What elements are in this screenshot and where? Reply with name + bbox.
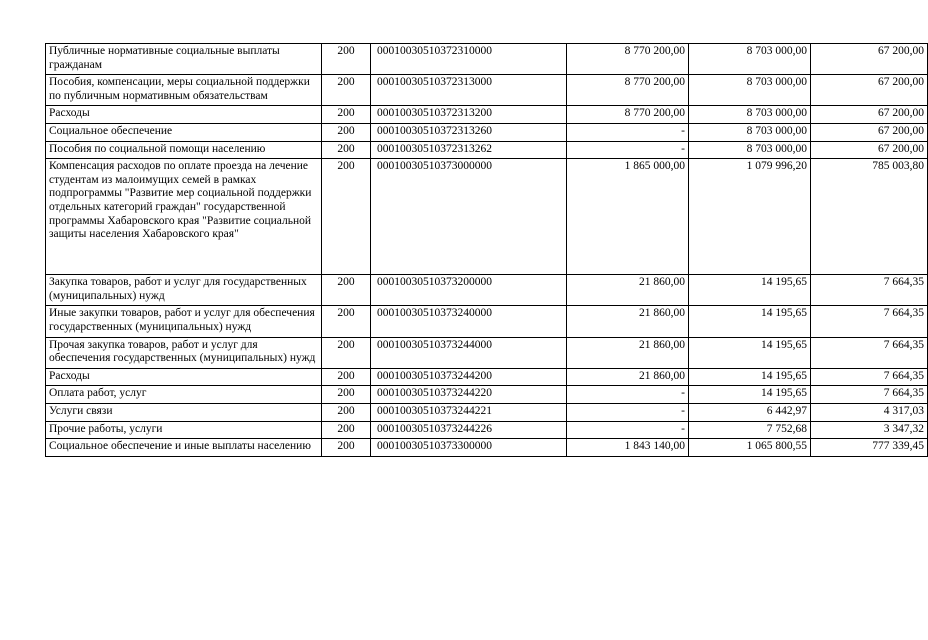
table-row <box>46 306 928 337</box>
row-classification-code-cell: 00010030510373244220 <box>371 386 567 404</box>
row-planned-amount-cell: - <box>567 141 689 159</box>
table-row <box>46 386 928 404</box>
row-classification-code-cell: 00010030510373000000 <box>371 159 567 275</box>
row-remaining-amount-cell: 785 003,80 <box>811 159 928 275</box>
row-code-cell: 200 <box>322 421 371 439</box>
row-executed-amount-cell: 8 703 000,00 <box>689 75 811 106</box>
row-remaining-amount-cell: 7 664,35 <box>811 306 928 337</box>
row-planned-amount-cell: - <box>567 403 689 421</box>
row-classification-code-cell: 00010030510373200000 <box>371 275 567 306</box>
row-planned-amount-cell: 1 865 000,00 <box>567 159 689 275</box>
row-code-cell: 200 <box>322 275 371 306</box>
row-name-cell: Оплата работ, услуг <box>46 386 322 404</box>
row-remaining-amount-cell: 7 664,35 <box>811 368 928 386</box>
row-executed-amount-cell: 8 703 000,00 <box>689 44 811 75</box>
row-code-cell: 200 <box>322 368 371 386</box>
row-executed-amount-cell: 14 195,65 <box>689 306 811 337</box>
row-executed-amount-cell: 8 703 000,00 <box>689 106 811 124</box>
row-remaining-amount-cell: 777 339,45 <box>811 439 928 457</box>
row-executed-amount-cell: 6 442,97 <box>689 403 811 421</box>
table-row <box>46 368 928 386</box>
row-remaining-amount-cell: 7 664,35 <box>811 337 928 368</box>
row-code-cell: 200 <box>322 337 371 368</box>
row-classification-code-cell: 00010030510372313200 <box>371 106 567 124</box>
row-name-cell: Закупка товаров, работ и услуг для государственных (муниципальных) нужд <box>46 275 322 306</box>
row-planned-amount-cell: - <box>567 123 689 141</box>
row-code-cell: 200 <box>322 106 371 124</box>
row-code-cell: 200 <box>322 159 371 275</box>
table-row <box>46 275 928 306</box>
table-row <box>46 75 928 106</box>
budget-execution-table <box>45 43 928 457</box>
row-code-cell: 200 <box>322 75 371 106</box>
table-row <box>46 106 928 124</box>
row-executed-amount-cell: 14 195,65 <box>689 275 811 306</box>
row-classification-code-cell: 00010030510372313262 <box>371 141 567 159</box>
row-name-cell: Иные закупки товаров, работ и услуг для обеспечения государственных (муниципальных) нужд <box>46 306 322 337</box>
row-classification-code-cell: 00010030510372313260 <box>371 123 567 141</box>
table-row <box>46 141 928 159</box>
row-planned-amount-cell: 8 770 200,00 <box>567 75 689 106</box>
row-classification-code-cell: 00010030510373244221 <box>371 403 567 421</box>
table-row <box>46 337 928 368</box>
row-planned-amount-cell: 8 770 200,00 <box>567 106 689 124</box>
row-name-cell: Расходы <box>46 368 322 386</box>
row-executed-amount-cell: 1 065 800,55 <box>689 439 811 457</box>
row-classification-code-cell: 00010030510373244200 <box>371 368 567 386</box>
row-name-cell: Пособия, компенсации, меры социальной поддержки по публичным нормативным обязательствам <box>46 75 322 106</box>
row-name-cell: Публичные нормативные социальные выплаты гражданам <box>46 44 322 75</box>
row-code-cell: 200 <box>322 403 371 421</box>
row-planned-amount-cell: 8 770 200,00 <box>567 44 689 75</box>
row-planned-amount-cell: 21 860,00 <box>567 306 689 337</box>
row-classification-code-cell: 00010030510373244000 <box>371 337 567 368</box>
table-row <box>46 123 928 141</box>
row-executed-amount-cell: 14 195,65 <box>689 337 811 368</box>
row-code-cell: 200 <box>322 44 371 75</box>
row-name-cell: Услуги связи <box>46 403 322 421</box>
row-remaining-amount-cell: 67 200,00 <box>811 75 928 106</box>
row-code-cell: 200 <box>322 123 371 141</box>
row-remaining-amount-cell: 3 347,32 <box>811 421 928 439</box>
row-classification-code-cell: 00010030510373240000 <box>371 306 567 337</box>
row-executed-amount-cell: 7 752,68 <box>689 421 811 439</box>
row-remaining-amount-cell: 67 200,00 <box>811 106 928 124</box>
table-row <box>46 159 928 275</box>
row-executed-amount-cell: 1 079 996,20 <box>689 159 811 275</box>
row-classification-code-cell: 00010030510373300000 <box>371 439 567 457</box>
row-code-cell: 200 <box>322 306 371 337</box>
row-classification-code-cell: 00010030510372310000 <box>371 44 567 75</box>
row-remaining-amount-cell: 67 200,00 <box>811 123 928 141</box>
row-name-cell: Компенсация расходов по оплате проезда на лечение студентам из малоимущих семей в рамках подпрограммы "Развитие мер социальной поддержки отдельных категорий граждан" государственной программы Хабаровского края "Развитие социальной защиты населения Хабаровского края" <box>46 159 322 275</box>
row-planned-amount-cell: 1 843 140,00 <box>567 439 689 457</box>
row-classification-code-cell: 00010030510373244226 <box>371 421 567 439</box>
row-name-cell: Прочие работы, услуги <box>46 421 322 439</box>
row-executed-amount-cell: 14 195,65 <box>689 386 811 404</box>
row-remaining-amount-cell: 4 317,03 <box>811 403 928 421</box>
row-name-cell: Прочая закупка товаров, работ и услуг для обеспечения государственных (муниципальных) нужд <box>46 337 322 368</box>
table-row <box>46 403 928 421</box>
row-name-cell: Пособия по социальной помощи населению <box>46 141 322 159</box>
row-executed-amount-cell: 14 195,65 <box>689 368 811 386</box>
row-remaining-amount-cell: 7 664,35 <box>811 386 928 404</box>
row-name-cell: Расходы <box>46 106 322 124</box>
row-code-cell: 200 <box>322 386 371 404</box>
row-remaining-amount-cell: 67 200,00 <box>811 44 928 75</box>
table-row <box>46 421 928 439</box>
table-row <box>46 44 928 75</box>
row-remaining-amount-cell: 7 664,35 <box>811 275 928 306</box>
table-row <box>46 439 928 457</box>
row-planned-amount-cell: - <box>567 421 689 439</box>
row-classification-code-cell: 00010030510372313000 <box>371 75 567 106</box>
row-planned-amount-cell: 21 860,00 <box>567 337 689 368</box>
row-code-cell: 200 <box>322 439 371 457</box>
row-name-cell: Социальное обеспечение <box>46 123 322 141</box>
row-planned-amount-cell: 21 860,00 <box>567 368 689 386</box>
row-name-cell: Социальное обеспечение и иные выплаты населению <box>46 439 322 457</box>
row-executed-amount-cell: 8 703 000,00 <box>689 141 811 159</box>
row-remaining-amount-cell: 67 200,00 <box>811 141 928 159</box>
row-code-cell: 200 <box>322 141 371 159</box>
row-executed-amount-cell: 8 703 000,00 <box>689 123 811 141</box>
row-planned-amount-cell: 21 860,00 <box>567 275 689 306</box>
row-planned-amount-cell: - <box>567 386 689 404</box>
